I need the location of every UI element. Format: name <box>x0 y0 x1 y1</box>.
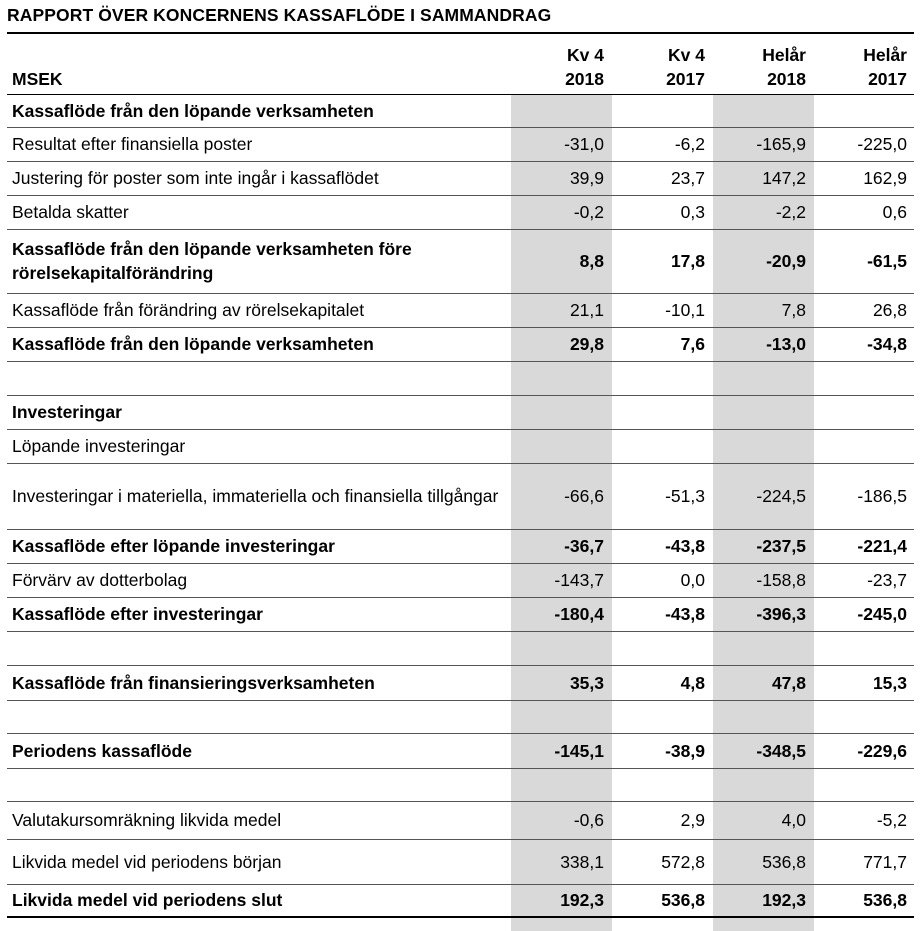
table-row <box>7 665 914 700</box>
row-value <box>510 429 611 463</box>
column-header-line: 2018 <box>767 68 806 89</box>
row-value: 536,8 <box>762 851 806 872</box>
row-label: Kassaflöde efter löpande investeringar <box>12 536 335 556</box>
table-row <box>7 884 914 917</box>
row-label: Likvida medel vid periodens slut <box>12 890 283 911</box>
table-header-row <box>7 33 914 94</box>
row-label: Kassaflöde från den löpande verksamheten <box>12 334 374 354</box>
row-label <box>7 361 510 395</box>
row-value: 338,1 <box>560 851 604 872</box>
row-value: 162,9 <box>863 168 907 188</box>
row-value: 4,8 <box>680 672 705 693</box>
row-value <box>712 94 813 127</box>
row-value <box>611 631 712 665</box>
column-header-kv4-2017 <box>611 33 712 94</box>
row-value: -180,4 <box>554 604 604 624</box>
table-row <box>7 429 914 463</box>
row-label: Valutakursomräkning likvida medel <box>12 810 282 830</box>
row-value <box>510 361 611 395</box>
row-label: Kassaflöde efter investeringar <box>12 604 263 624</box>
row-value: 26,8 <box>872 300 907 320</box>
unit-header: MSEK <box>12 68 63 89</box>
row-value <box>611 361 712 395</box>
row-value: -396,3 <box>756 604 806 624</box>
row-label <box>7 631 510 665</box>
row-label: Kassaflöde från den löpande verksamheten <box>12 100 374 121</box>
row-label: Investeringar i materiella, immateriella och finansiella tillgångar <box>12 486 499 506</box>
row-value: -36,7 <box>564 536 604 556</box>
column-header-line: Helår <box>762 44 806 65</box>
row-value <box>813 94 914 127</box>
row-value: 0,6 <box>882 202 907 222</box>
table-row <box>7 94 914 127</box>
row-value: -2,2 <box>775 202 806 222</box>
row-value <box>611 768 712 801</box>
row-value: -61,5 <box>867 251 907 271</box>
row-value: -38,9 <box>665 740 705 761</box>
row-value <box>712 429 813 463</box>
row-value <box>813 361 914 395</box>
row-value: 0,3 <box>680 202 705 222</box>
row-value <box>510 768 611 801</box>
row-label <box>7 768 510 801</box>
table-row <box>7 195 914 229</box>
row-value: 536,8 <box>863 890 907 911</box>
row-label: Kassaflöde från finansieringsverksamheten <box>12 672 375 693</box>
row-label: Kassaflöde från den löpande verksamheten före rörelsekapitalförändring <box>12 239 412 283</box>
row-value: -229,6 <box>857 740 907 761</box>
spacer-row <box>7 361 914 395</box>
row-value: -221,4 <box>857 536 907 556</box>
row-value: 572,8 <box>661 851 705 872</box>
row-value <box>712 395 813 429</box>
row-label: Periodens kassaflöde <box>12 740 192 761</box>
row-value: 7,6 <box>680 334 705 354</box>
column-header-kv4-2018 <box>510 33 611 94</box>
row-label: Förvärv av dotterbolag <box>12 570 188 590</box>
column-header-helar-2018 <box>712 33 813 94</box>
cashflow-table <box>7 32 914 918</box>
column-header-line: 2017 <box>666 68 705 89</box>
row-value <box>813 768 914 801</box>
row-label: Kassaflöde från förändring av rörelsekapitalet <box>12 300 365 320</box>
row-value: -43,8 <box>665 536 705 556</box>
row-value <box>712 700 813 733</box>
row-value: 7,8 <box>781 300 806 320</box>
table-row <box>7 161 914 195</box>
row-value: -10,1 <box>665 300 705 320</box>
row-value <box>813 395 914 429</box>
row-value <box>813 631 914 665</box>
row-value <box>712 768 813 801</box>
row-value: -158,8 <box>756 570 806 590</box>
column-header-line: Kv 4 <box>567 44 604 65</box>
row-value: 192,3 <box>762 890 806 911</box>
table-row <box>7 563 914 597</box>
row-label: Löpande investeringar <box>12 436 186 456</box>
table-row <box>7 327 914 361</box>
row-value: -245,0 <box>857 604 907 624</box>
row-value <box>611 429 712 463</box>
row-value: -6,2 <box>674 134 705 154</box>
row-value: -237,5 <box>756 536 806 556</box>
spacer-row <box>7 700 914 733</box>
row-label: Justering för poster som inte ingår i kassaflödet <box>12 168 379 188</box>
row-value: -66,6 <box>564 486 604 506</box>
row-value <box>712 361 813 395</box>
report-title: RAPPORT ÖVER KONCERNENS KASSAFLÖDE I SAMMANDRAG <box>7 5 552 25</box>
row-value <box>510 631 611 665</box>
column-header-helar-2017 <box>813 33 914 94</box>
row-value: -165,9 <box>756 134 806 154</box>
table-row <box>7 529 914 563</box>
table-row <box>7 293 914 327</box>
spacer-row <box>7 631 914 665</box>
row-value: -31,0 <box>564 134 604 154</box>
row-value: -0,6 <box>573 810 604 830</box>
row-value: 147,2 <box>762 168 806 188</box>
row-value <box>813 700 914 733</box>
row-value: -13,0 <box>766 334 806 354</box>
row-value <box>510 395 611 429</box>
row-value: 23,7 <box>670 168 705 188</box>
row-value: -224,5 <box>756 486 806 506</box>
row-value: -23,7 <box>867 570 907 590</box>
row-value: -20,9 <box>766 251 806 271</box>
table-row <box>7 395 914 429</box>
row-value: -225,0 <box>857 134 907 154</box>
row-value: -348,5 <box>756 740 806 761</box>
row-value: 771,7 <box>863 851 907 872</box>
row-value <box>510 700 611 733</box>
table-row <box>7 229 914 293</box>
table-row <box>7 127 914 161</box>
row-value: -5,2 <box>876 810 907 830</box>
row-value: 8,8 <box>579 251 604 271</box>
row-value: 2,9 <box>680 810 705 830</box>
table-row <box>7 597 914 631</box>
row-value: 15,3 <box>872 672 907 693</box>
table-row <box>7 839 914 884</box>
row-value <box>611 395 712 429</box>
table-row <box>7 733 914 768</box>
row-label: Betalda skatter <box>12 202 129 222</box>
row-label: Likvida medel vid periodens början <box>12 851 282 872</box>
column-header-line: 2017 <box>868 68 907 89</box>
row-value: 17,8 <box>670 251 705 271</box>
row-value: 4,0 <box>781 810 806 830</box>
row-value <box>611 94 712 127</box>
row-value: 29,8 <box>569 334 604 354</box>
row-value: -143,7 <box>554 570 604 590</box>
row-label: Resultat efter finansiella poster <box>12 134 253 154</box>
row-value: 192,3 <box>560 890 604 911</box>
row-label: Investeringar <box>12 402 122 422</box>
row-value <box>813 429 914 463</box>
spacer-row <box>7 768 914 801</box>
row-value: 0,0 <box>680 570 705 590</box>
column-header-line: Helår <box>863 44 907 65</box>
column-header-line: Kv 4 <box>668 44 705 65</box>
row-label <box>7 700 510 733</box>
row-value: 35,3 <box>569 672 604 693</box>
row-value <box>712 631 813 665</box>
row-value <box>611 700 712 733</box>
row-value: -51,3 <box>665 486 705 506</box>
column-header-line: 2018 <box>565 68 604 89</box>
row-value: 21,1 <box>569 300 604 320</box>
row-value: 39,9 <box>569 168 604 188</box>
row-value: -34,8 <box>867 334 907 354</box>
row-value: -43,8 <box>665 604 705 624</box>
table-row <box>7 801 914 839</box>
row-value: -145,1 <box>554 740 604 761</box>
row-value: -0,2 <box>573 202 604 222</box>
table-row <box>7 463 914 529</box>
row-value <box>510 94 611 127</box>
row-value: 47,8 <box>771 672 806 693</box>
row-value: 536,8 <box>661 890 705 911</box>
row-value: -186,5 <box>857 486 907 506</box>
